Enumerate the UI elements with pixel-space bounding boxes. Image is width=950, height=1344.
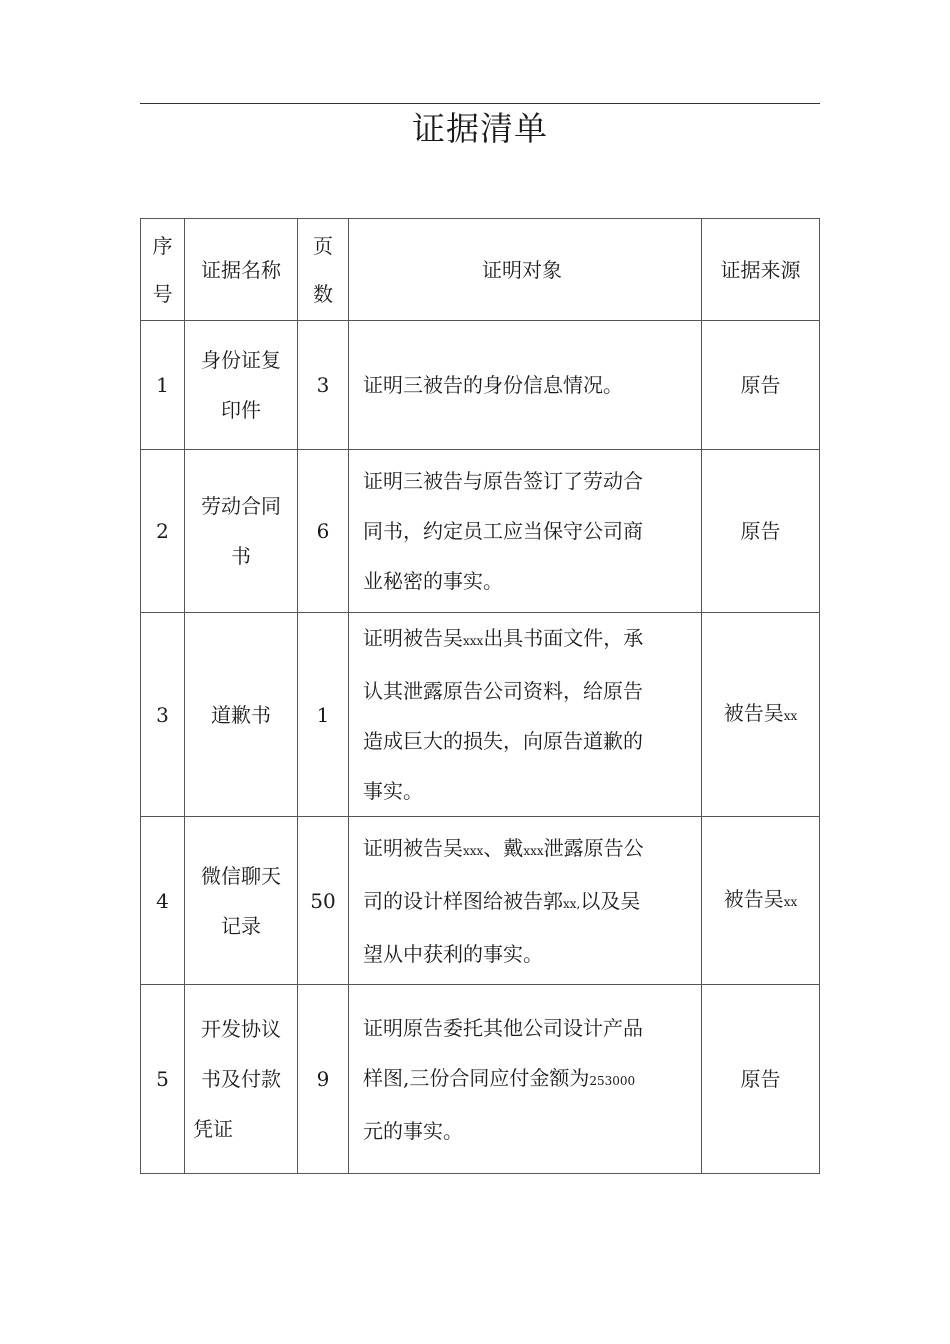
header-source: 证据来源	[702, 219, 820, 321]
table-header-row	[141, 219, 820, 321]
row-name: 身份证复 印件	[185, 321, 298, 450]
header-no: 序 号	[141, 219, 185, 321]
row-object: 证明被告吴xxx、戴xxx泄露原告公 司的设计样图给被告郭xx,以及吴 望从中获利的事实。	[349, 817, 702, 985]
row-no: 1	[141, 321, 185, 450]
row-pages: 3	[298, 321, 349, 450]
page-title: 证据清单	[412, 109, 548, 148]
row-no: 5	[141, 985, 185, 1174]
header-name: 证据名称	[185, 219, 298, 321]
row-no: 2	[141, 450, 185, 613]
table-row	[141, 613, 820, 817]
row-source: 被告吴xx	[702, 817, 820, 985]
table-row	[141, 985, 820, 1174]
header-pages: 页 数	[298, 219, 349, 321]
table-row	[141, 817, 820, 985]
row-object: 证明原告委托其他公司设计产品 样图,三份合同应付金额为253000 元的事实。	[349, 985, 702, 1174]
row-pages: 1	[298, 613, 349, 817]
row-object: 证明三被告与原告签订了劳动合 同书，约定员工应当保守公司商 业秘密的事实。	[349, 450, 702, 613]
row-name: 微信聊天 记录	[185, 817, 298, 985]
header-object: 证明对象	[349, 219, 702, 321]
row-name: 开发协议 书及付款 凭证	[185, 985, 298, 1174]
evidence-table	[140, 218, 820, 1174]
row-source: 原告	[702, 321, 820, 450]
row-pages: 6	[298, 450, 349, 613]
row-no: 4	[141, 817, 185, 985]
table-row	[141, 450, 820, 613]
row-name: 劳动合同 书	[185, 450, 298, 613]
row-object: 证明被告吴xxx出具书面文件，承 认其泄露原告公司资料，给原告 造成巨大的损失，向原告道歉的 事实。	[349, 613, 702, 817]
table-row	[141, 321, 820, 450]
row-pages: 9	[298, 985, 349, 1174]
row-object: 证明三被告的身份信息情况。	[349, 321, 702, 450]
row-source: 原告	[702, 985, 820, 1174]
row-no: 3	[141, 613, 185, 817]
row-pages: 50	[298, 817, 349, 985]
row-source: 原告	[702, 450, 820, 613]
row-name: 道歉书	[185, 613, 298, 817]
row-source: 被告吴xx	[702, 613, 820, 817]
